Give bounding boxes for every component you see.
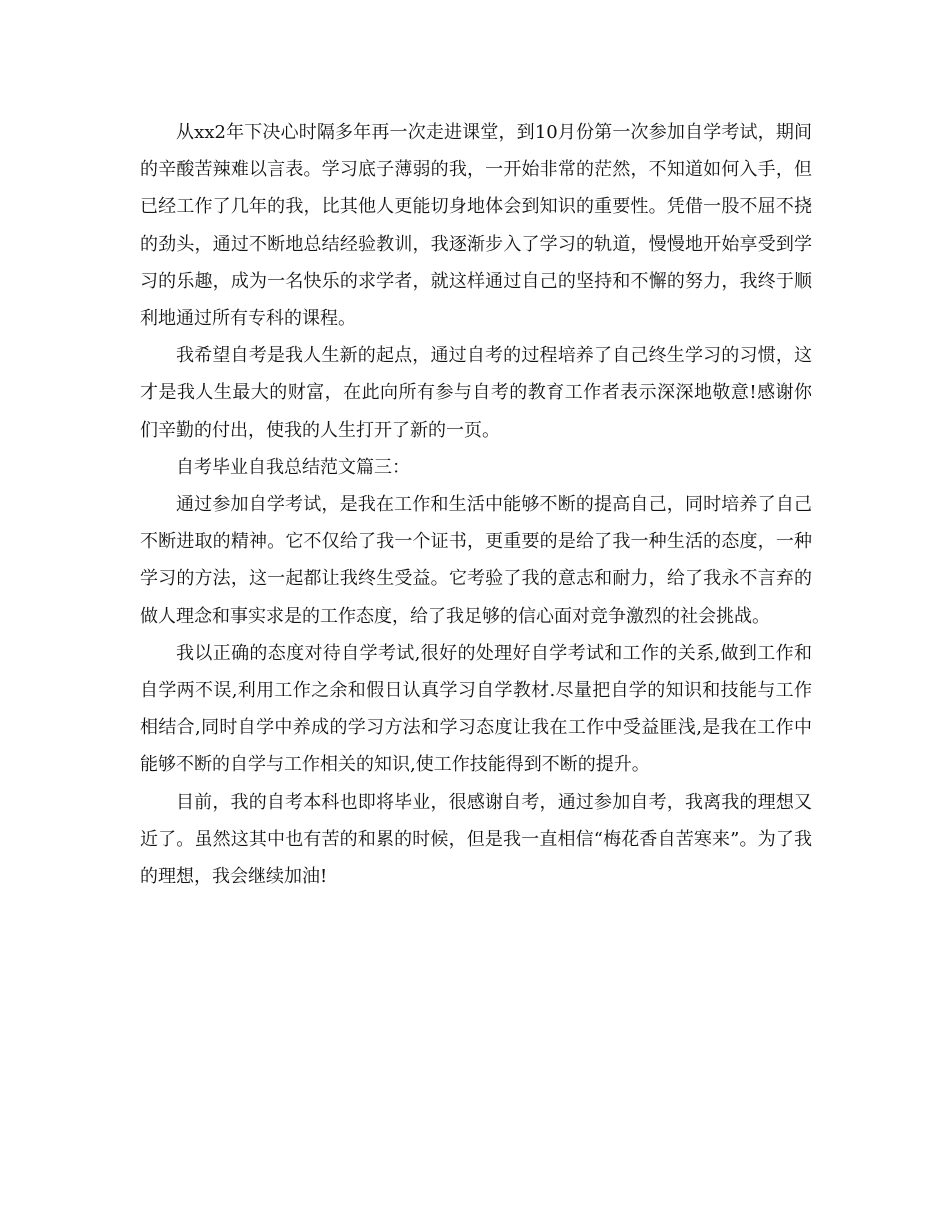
paragraph-new-start: 我希望自考是我人生新的起点，通过自考的过程培养了自己终生学习的习惯，这才是我人生最大的财富，在此向所有参与自考的教育工作者表示深深地敬意!感谢你们辛勤的付出，使我的人生打开了新的一页。 [140, 345, 812, 441]
paragraph-work-study-balance: 我以正确的态度对待自学考试,很好的处理好自学考试和工作的关系,做到工作和自学两不误,利用工作之余和假日认真学习自学教材.尽量把自学的知识和技能与工作相结合,同时自学中养成的学习方法和学习态度让我在工作中受益匪浅,是我在工作中能够不断的自学与工作相关的知识,使工作技能得到不断的提升。 [140, 642, 812, 776]
paragraph-study-journey: 从xx2年下决心时隔多年再一次走进课堂，到10月份第一次参加自学考试，期间的辛酸苦辣难以言表。学习底子薄弱的我，一开始非常的茫然，不知道如何入手，但已经工作了几年的我，比其他人更能切身地体会到知识的重要性。凭借一股不屈不挠的劲头，通过不断地总结经验教训，我逐渐步入了学习的轨道，慢慢地开始享受到学习的乐趣，成为一名快乐的求学者，就这样通过自己的坚持和不懈的努力，我终于顺利地通过所有专科的课程。 [140, 122, 812, 330]
section-heading: 自考毕业自我总结范文篇三： [176, 456, 410, 478]
paragraph-conclusion: 目前，我的自考本科也即将毕业，很感谢自考，通过参加自考，我离我的理想又近了。虽然这其中也有苦的和累的时候，但是我一直相信“梅花香自苦寒来”。为了我的理想，我会继续加油! [140, 791, 812, 888]
paragraph-self-improvement: 通过参加自学考试，是我在工作和生活中能够不断的提高自己，同时培养了自己不断进取的精神。它不仅给了我一个证书，更重要的是给了我一种生活的态度，一种学习的方法，这一起都让我终生受益。它考验了我的意志和耐力，给了我永不言弃的做人理念和事实求是的工作态度，给了我足够的信心面对竞争激烈的社会挑战。 [140, 494, 812, 627]
document-body [140, 114, 812, 895]
